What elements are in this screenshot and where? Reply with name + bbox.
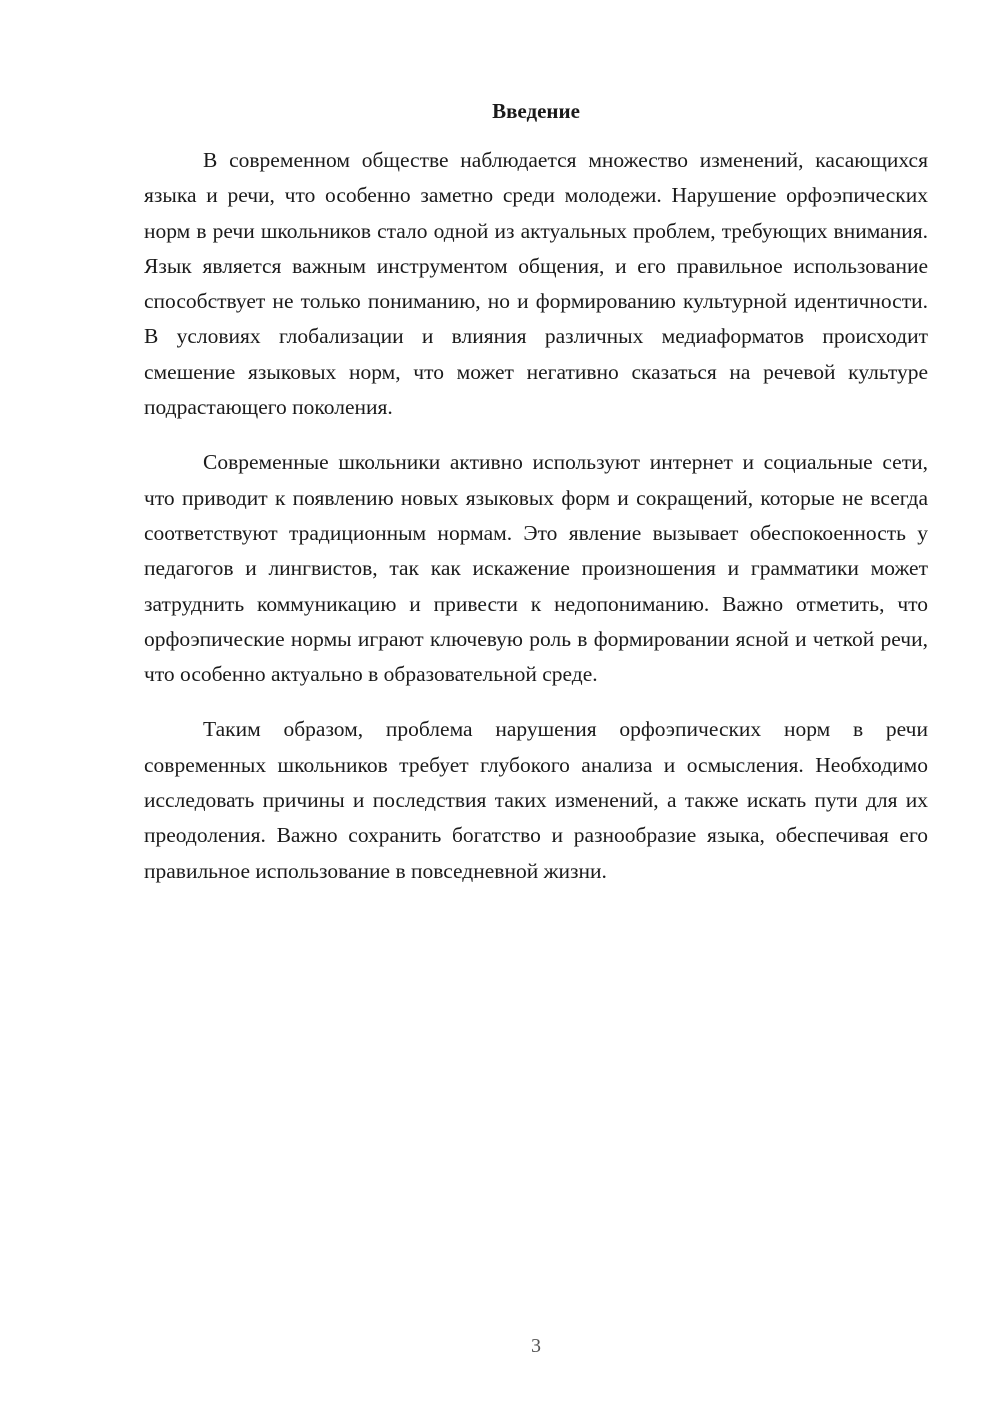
paragraph-1: В современном обществе наблюдается множество изменений, касающихся языка и речи, что особенно заметно среди молодежи. Нарушение орфоэпических норм в речи школьников стало одной из актуальных проблем, требующих внимания. Язык является важным инструментом общения, и его правильное использование способствует не только пониманию, но и формированию культурной идентичности. В условиях глобализации и влияния различных медиаформатов происходит смешение языковых норм, что может негативно сказаться на речевой культуре подрастающего поколения. xyxy=(144,148,928,420)
body-text xyxy=(144,143,928,909)
paragraph-3: Таким образом, проблема нарушения орфоэпических норм в речи современных школьников требует глубокого анализа и осмысления. Необходимо исследовать причины и последствия таких изменений, а также искать пути для их преодоления. Важно сохранить богатство и разнообразие языка, обеспечивая его правильное использование в повседневной жизни. xyxy=(144,717,928,883)
paragraph-2: Современные школьники активно используют интернет и социальные сети, что приводит к появлению новых языковых форм и сокращений, которые не всегда соответствуют традиционным нормам. Это явление вызывает обеспокоенность у педагогов и лингвистов, так как искажение произношения и грамматики может затруднить коммуникацию и привести к недопониманию. Важно отметить, что орфоэпические нормы играют ключевую роль в формировании ясной и четкой речи, что особенно актуально в образовательной среде. xyxy=(144,450,928,687)
section-title: Введение xyxy=(492,99,580,123)
page-number: 3 xyxy=(531,1335,541,1357)
